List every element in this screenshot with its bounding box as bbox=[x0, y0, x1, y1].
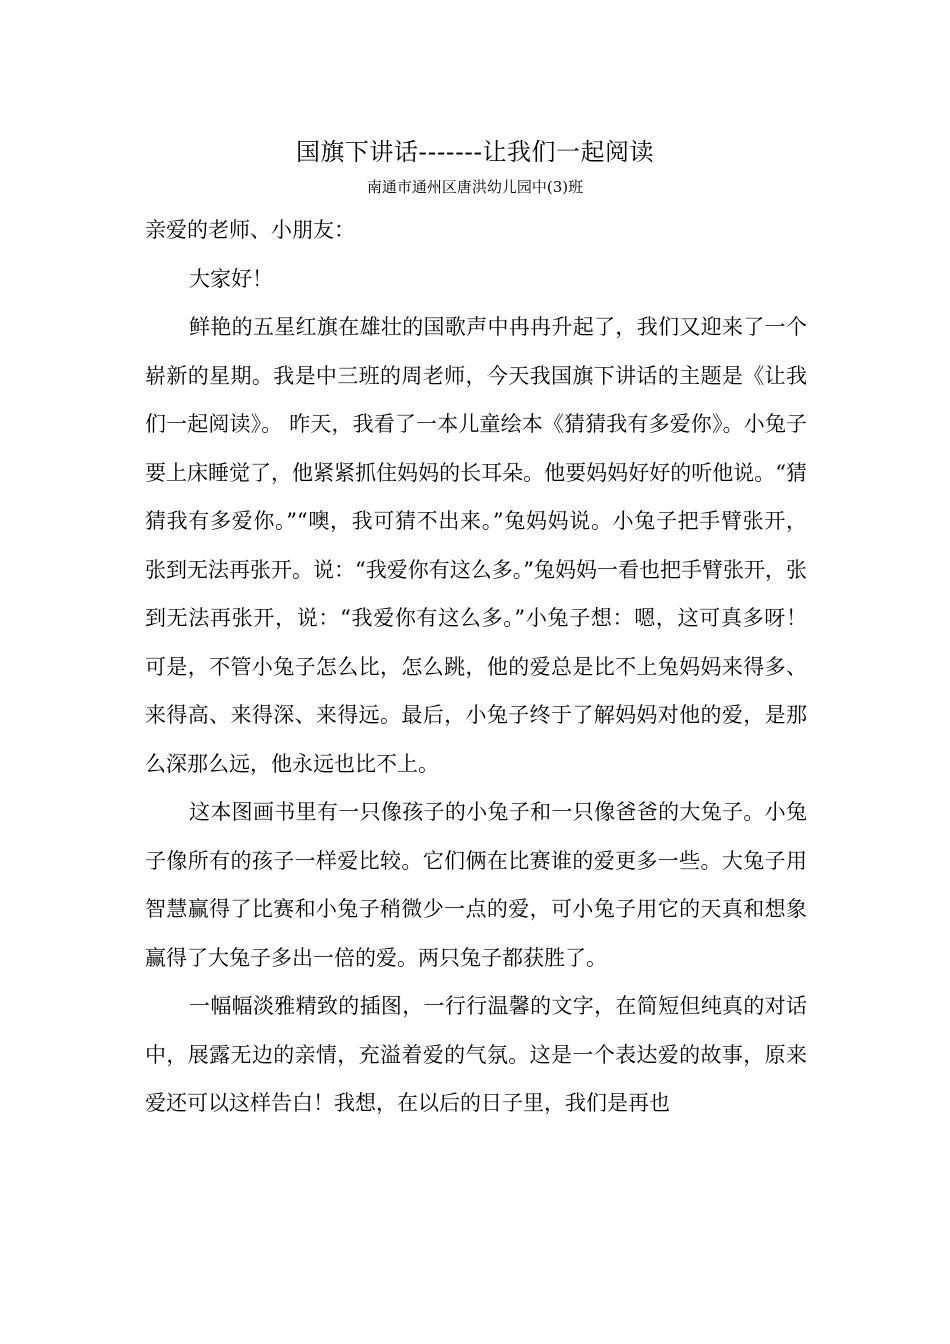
salutation: 亲爱的老师、小朋友： bbox=[145, 218, 355, 242]
document-body bbox=[145, 206, 849, 1128]
body-paragraph: 这本图画书里有一只像孩子的小兔子和一只像爸爸的大兔子。小兔子像所有的孩子一样爱比较。它们俩在比赛谁的爱更多一些。大兔子用智慧赢得了比赛和小兔子稍微少一点的爱，可小兔子用它的天真和想象赢得了大兔子多出一倍的爱。两只兔子都获胜了。 bbox=[145, 800, 807, 970]
document-title: 国旗下讲话-------让我们一起阅读 bbox=[295, 138, 655, 166]
body-paragraph: 一幅幅淡雅精致的插图，一行行温馨的文字，在简短但纯真的对话中，展露无边的亲情，充溢着爱的气氛。这是一个表达爱的故事，原来爱还可以这样告白！我想，在以后的日子里，我们是再也 bbox=[145, 994, 807, 1115]
greeting: 大家好！ bbox=[189, 266, 273, 291]
body-paragraph: 鲜艳的五星红旗在雄壮的国歌声中冉冉升起了，我们又迎来了一个崭新的星期。我是中三班的周老师，今天我国旗下讲话的主题是《让我们一起阅读》。 昨天，我看了一本儿童绘本《猜猜我有多爱你》。小兔子要上床睡觉了，他紧紧抓住妈妈的长耳朵。他要妈妈好好的听他说。“猜猜我有多爱你。”“噢，我可猜不出来。”兔妈妈说。小兔子把手臂张开，张到无法再张开。说：“我爱你有这么多。”兔妈妈一看也把手臂张开，张到无法再张开，说：“我爱你有这么多。”小兔子想：嗯，这可真多呀！ 可是，不管小兔子怎么比，怎么跳，他的爱总是比不上兔妈妈来得多、来得高、来得深、来得远。最后，小兔子终于了解妈妈对他的爱，是那么深那么远，他永远也比不上。 bbox=[145, 315, 849, 776]
document-subtitle: 南通市通州区唐洪幼儿园中(3)班 bbox=[366, 178, 584, 196]
